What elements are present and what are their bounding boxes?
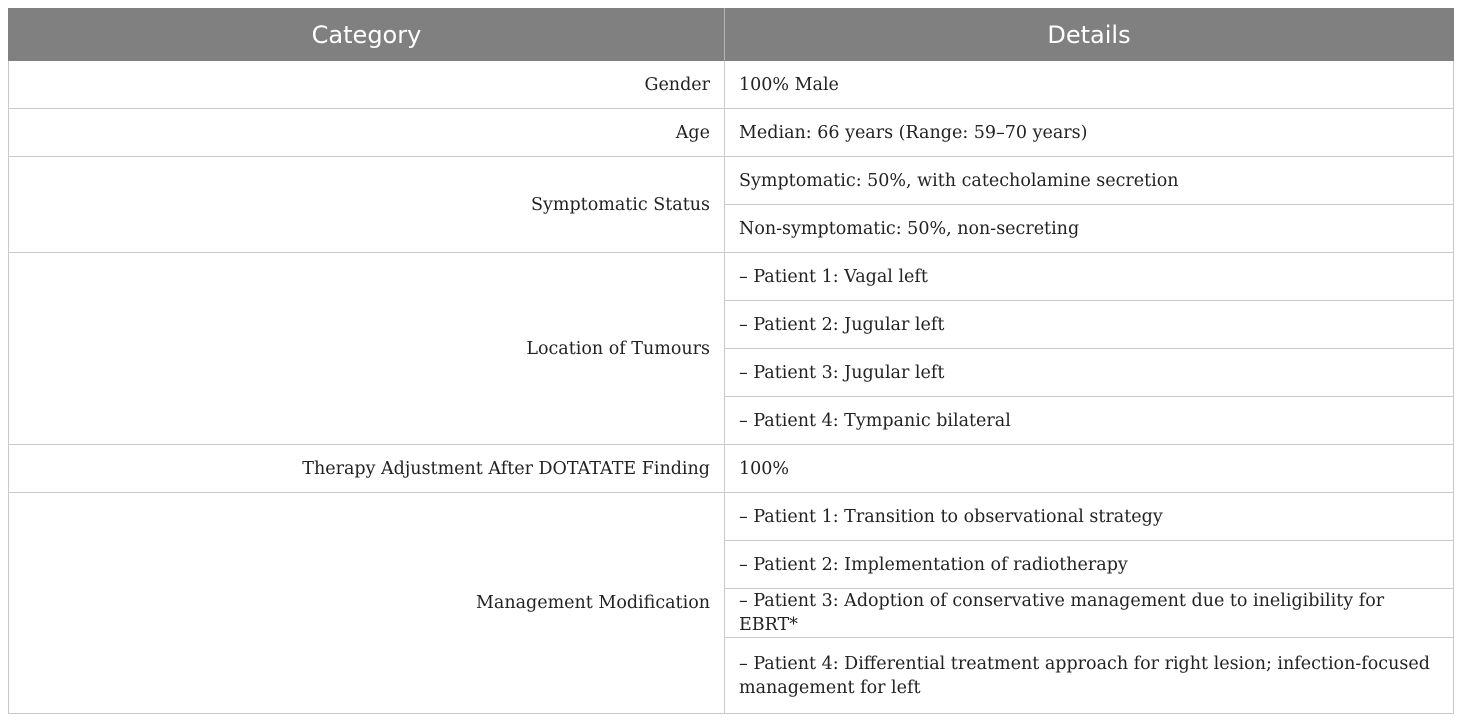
category-cell: Gender — [9, 61, 725, 109]
table-row — [9, 445, 1454, 493]
details-cell: Non-symptomatic: 50%, non-secreting — [725, 205, 1454, 253]
table-row — [9, 61, 1454, 109]
header-row — [9, 9, 1454, 61]
details-cell: – Patient 3: Jugular left — [725, 349, 1454, 397]
details-cell: Median: 66 years (Range: 59–70 years) — [725, 109, 1454, 157]
details-cell: – Patient 2: Jugular left — [725, 301, 1454, 349]
details-cell: 100% Male — [725, 61, 1454, 109]
details-cell: Symptomatic: 50%, with catecholamine secretion — [725, 157, 1454, 205]
details-cell: – Patient 4: Differential treatment approach for right lesion; infection-focused management for left — [725, 638, 1454, 714]
header-category: Category — [9, 9, 725, 61]
details-cell: – Patient 2: Implementation of radiotherapy — [725, 541, 1454, 589]
header-details: Details — [725, 9, 1454, 61]
details-cell: – Patient 3: Adoption of conservative management due to ineligibility for EBRT* — [725, 589, 1454, 638]
category-cell: Location of Tumours — [9, 253, 725, 445]
table-row — [9, 109, 1454, 157]
table-row — [9, 157, 1454, 205]
details-cell: – Patient 1: Transition to observational strategy — [725, 493, 1454, 541]
category-cell: Therapy Adjustment After DOTATATE Finding — [9, 445, 725, 493]
table-row — [9, 493, 1454, 541]
details-cell: – Patient 1: Vagal left — [725, 253, 1454, 301]
details-cell: – Patient 4: Tympanic bilateral — [725, 397, 1454, 445]
table-row — [9, 253, 1454, 301]
category-cell: Age — [9, 109, 725, 157]
category-cell: Management Modification — [9, 493, 725, 714]
characteristics-table — [8, 8, 1454, 714]
category-cell: Symptomatic Status — [9, 157, 725, 253]
details-cell: 100% — [725, 445, 1454, 493]
